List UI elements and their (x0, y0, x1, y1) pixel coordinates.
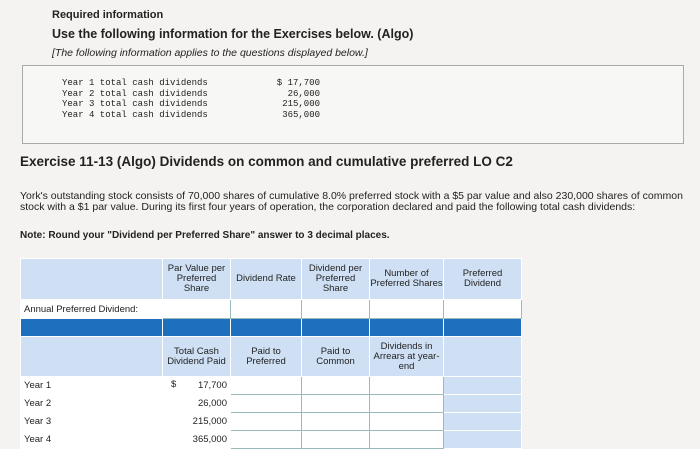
table-row (21, 431, 522, 449)
corner-cell (21, 259, 163, 300)
exercise-title: Exercise 11-13 (Algo) Dividends on common and cumulative preferred LO C2 (20, 154, 513, 169)
arrears-input[interactable] (370, 377, 444, 395)
dividend-rate-input[interactable] (231, 300, 302, 319)
year-label: Year 1 (21, 377, 163, 395)
info-labels (62, 78, 208, 120)
dividend-per-share-input[interactable] (302, 300, 370, 319)
total-cash-value (163, 431, 231, 449)
blank-header (444, 337, 522, 377)
divider-bar (370, 319, 444, 337)
divider-bar (21, 319, 163, 337)
corner-cell-2 (21, 337, 163, 377)
col-dividend-per-share: Dividend per Preferred Share (302, 259, 370, 300)
col-arrears: Dividends in Arrears at year-end (370, 337, 444, 377)
paid-common-input[interactable] (302, 431, 370, 449)
info-value: 215,000 (282, 99, 320, 109)
cash-amount: 365,000 (192, 434, 227, 445)
divider-bar (444, 319, 522, 337)
total-cash-value (163, 413, 231, 431)
paid-preferred-input[interactable] (231, 395, 302, 413)
arrears-input[interactable] (370, 413, 444, 431)
table-row (21, 395, 522, 413)
info-values (268, 78, 320, 120)
cash-amount: 215,000 (192, 416, 227, 427)
blank-cell (444, 377, 522, 395)
info-label: Year 3 total cash dividends (62, 99, 208, 109)
table-row (21, 377, 522, 395)
blank-cell (444, 413, 522, 431)
info-value: 365,000 (282, 109, 320, 120)
divider-bar (231, 319, 302, 337)
info-label: Year 4 total cash dividends (62, 109, 208, 120)
paid-common-input[interactable] (302, 413, 370, 431)
col-par-value: Par Value per Preferred Share (163, 259, 231, 300)
paid-common-input[interactable] (302, 395, 370, 413)
cash-dividends-info-box (22, 65, 684, 144)
exercise-paragraph: York's outstanding stock consists of 70,000 shares of cumulative 8.0% preferred stock with a $5 par value and also 230,000 shares of common stock with a $1 par value. During its first four years of operation, the corporation declared and paid the following total cash dividends: (20, 190, 683, 213)
divider-bar (302, 319, 370, 337)
year-label: Year 3 (21, 413, 163, 431)
cash-amount: 17,700 (197, 380, 227, 391)
blank-cell (444, 431, 522, 449)
par-value-input[interactable] (163, 300, 231, 319)
annual-preferred-dividend-label: Annual Preferred Dividend: (21, 300, 163, 319)
info-label: Year 2 total cash dividends (62, 88, 208, 99)
instruction-heading: Use the following information for the Exercises below. (Algo) (52, 27, 414, 41)
preferred-dividend-input[interactable] (444, 300, 522, 319)
col-total-cash: Total Cash Dividend Paid (163, 337, 231, 377)
required-information-heading: Required information (52, 9, 164, 21)
total-cash-value (163, 377, 231, 395)
rounding-note: Note: Round your "Dividend per Preferred Share" answer to 3 decimal places. (20, 230, 390, 241)
paid-common-input[interactable] (302, 377, 370, 395)
arrears-input[interactable] (370, 395, 444, 413)
applies-note: [The following information applies to the questions displayed below.] (52, 47, 368, 59)
info-value: $ 17,700 (276, 78, 320, 88)
table-row (21, 413, 522, 431)
paid-preferred-input[interactable] (231, 431, 302, 449)
number-shares-input[interactable] (370, 300, 444, 319)
col-dividend-rate: Dividend Rate (231, 259, 302, 300)
dividend-worksheet-table (20, 258, 522, 449)
info-label: Year 1 total cash dividends (62, 78, 208, 88)
total-cash-value (163, 395, 231, 413)
blank-cell (444, 395, 522, 413)
info-value: 26,000 (287, 88, 320, 99)
divider-bar (163, 319, 231, 337)
col-paid-preferred: Paid to Preferred (231, 337, 302, 377)
year-label: Year 4 (21, 431, 163, 449)
arrears-input[interactable] (370, 431, 444, 449)
cash-amount: 26,000 (197, 398, 227, 409)
col-paid-common: Paid to Common (302, 337, 370, 377)
year-label: Year 2 (21, 395, 163, 413)
col-preferred-dividend: Preferred Dividend (444, 259, 522, 300)
paid-preferred-input[interactable] (231, 413, 302, 431)
col-number-shares: Number of Preferred Shares (370, 259, 444, 300)
dollar-sign: $ (171, 379, 177, 390)
paid-preferred-input[interactable] (231, 377, 302, 395)
